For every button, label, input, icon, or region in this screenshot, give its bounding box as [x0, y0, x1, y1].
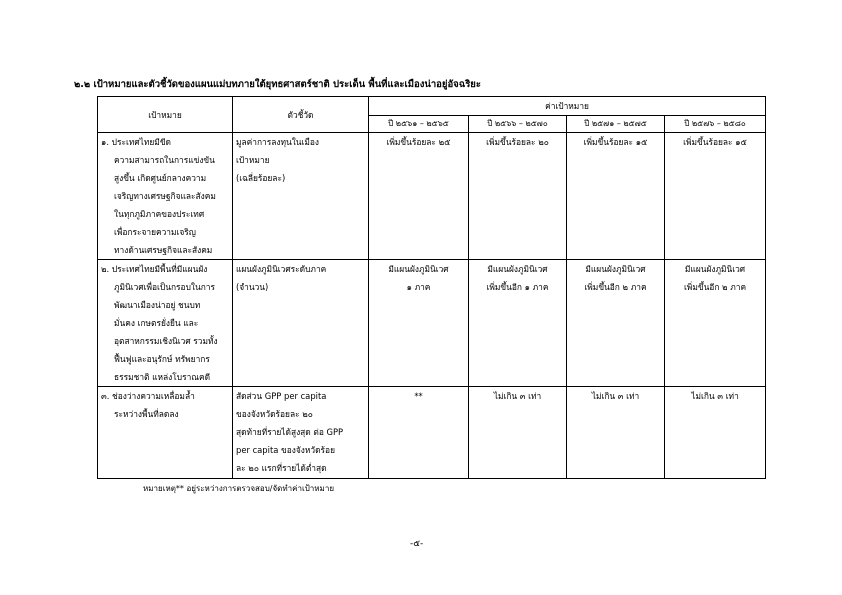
- target-cell: [469, 387, 567, 479]
- goal-cell-line: ธรรมชาติ แหล่งโบราณคดี: [114, 372, 211, 382]
- header-year-4: ปี ๒๕๗๖ – ๒๕๘๐: [665, 116, 766, 133]
- target-cell-line: มีแผนผังภูมินิเวศ: [487, 264, 548, 274]
- indicator-cell-line: มูลค่าการลงทุนในเมือง: [236, 137, 320, 147]
- indicator-cell: [233, 387, 369, 479]
- indicator-cell: [233, 133, 369, 260]
- section-heading: ๒.๒ เป้าหมายและตัวชี้วัดของแผนแม่บทภายใต้ยุทธศาสตร์ชาติ ประเด็น พื้นที่และเมืองน่าอยู่อัจฉริยะ: [74, 79, 481, 90]
- target-cell-line: เพิ่มขึ้นอีก ๒ ภาค: [683, 282, 747, 292]
- target-cell-line: เพิ่มขึ้นร้อยละ ๒๕: [386, 137, 451, 147]
- target-cell: [369, 260, 469, 387]
- goal-cell-line: ระหว่างพื้นที่ลดลง: [114, 409, 179, 419]
- target-cell-line: เพิ่มขึ้นอีก ๒ ภาค: [584, 282, 647, 292]
- target-cell-line: เพิ่มขึ้นร้อยละ ๑๕: [683, 137, 747, 147]
- target-cell-line: มีแผนผังภูมินิเวศ: [388, 264, 449, 274]
- target-cell-line: เพิ่มขึ้นอีก ๑ ภาค: [486, 282, 549, 292]
- header-year-2: ปี ๒๕๖๖ – ๒๕๗๐: [469, 116, 567, 133]
- target-cell-line: เพิ่มขึ้นร้อยละ ๑๕: [583, 137, 648, 147]
- footnote: หมายเหตุ** อยู่ระหว่างการตรวจสอบ/จัดทำค่าเป้าหมาย: [143, 484, 335, 493]
- page-number: -๕-: [410, 539, 424, 549]
- target-cell-line: ๑ ภาค: [406, 282, 431, 292]
- target-cell: [469, 133, 567, 260]
- goal-cell-line: เพื่อกระจายความเจริญ: [114, 227, 196, 237]
- indicator-cell-line: แผนผังภูมินิเวศระดับภาค: [236, 264, 327, 274]
- target-cell: [665, 260, 766, 387]
- goal-cell-line: อุตสาหกรรมเชิงนิเวศ รวมทั้ง: [114, 336, 218, 346]
- target-cell: [665, 387, 766, 479]
- goal-cell: [98, 260, 233, 387]
- target-cell: [369, 387, 469, 479]
- indicator-cell-line: สัดส่วน GPP per capita: [236, 391, 327, 401]
- goal-cell-line: ๑. ประเทศไทยมีขีด: [101, 137, 171, 147]
- target-cell-line: เพิ่มขึ้นร้อยละ ๒๐: [486, 137, 549, 147]
- goal-cell-line: เจริญทางเศรษฐกิจและสังคม: [114, 191, 216, 201]
- goal-cell-line: ๒. ประเทศไทยมีพื้นที่มีแผนผัง: [101, 264, 208, 274]
- goal-cell-line: สูงขึ้น เกิดศูนย์กลางความ: [114, 173, 207, 183]
- header-year-1: ปี ๒๕๖๑ – ๒๕๖๕: [369, 116, 469, 133]
- target-cell: [567, 260, 665, 387]
- indicator-cell-line: (จำนวน): [236, 282, 269, 292]
- goal-cell: [98, 133, 233, 260]
- target-cell: [369, 133, 469, 260]
- goal-cell-line: มั่นคง เกษตรยั่งยืน และ: [114, 318, 199, 328]
- goal-cell-line: ๓. ช่องว่างความเหลื่อมล้ำ: [101, 391, 195, 401]
- goal-cell-line: ทางด้านเศรษฐกิจและสังคม: [114, 245, 213, 255]
- target-cell-line: ไม่เกิน ๓ เท่า: [591, 391, 640, 401]
- target-cell: [469, 260, 567, 387]
- indicator-cell-line: เป้าหมาย: [236, 155, 270, 165]
- goal-cell-line: ภูมินิเวศเพื่อเป็นกรอบในการ: [114, 282, 215, 292]
- target-cell: [665, 133, 766, 260]
- indicator-cell-line: ของจังหวัดร้อยละ ๒๐: [236, 409, 313, 419]
- target-cell-line: ไม่เกิน ๓ เท่า: [691, 391, 739, 401]
- target-cell-line: มีแผนผังภูมินิเวศ: [585, 264, 646, 274]
- indicator-cell-line: (เฉลี่ยร้อยละ): [236, 173, 286, 183]
- table-row: [98, 133, 766, 260]
- target-cell: [567, 387, 665, 479]
- indicator-cell-line: per capita ของจังหวัดร้อย: [236, 445, 335, 455]
- table-row: [98, 387, 766, 479]
- goal-cell-line: ความสามารถในการแข่งขัน: [114, 155, 215, 165]
- header-year-3: ปี ๒๕๗๑ – ๒๕๗๕: [567, 116, 665, 133]
- indicator-cell-line: ละ ๒๐ แรกที่รายได้ต่ำสุด: [236, 463, 327, 473]
- indicator-cell: [233, 260, 369, 387]
- target-cell: [567, 133, 665, 260]
- goals-indicators-table: [97, 96, 766, 479]
- header-target: ค่าเป้าหมาย: [369, 97, 766, 116]
- target-cell-line: มีแผนผังภูมินิเวศ: [684, 264, 746, 274]
- target-cell-line: **: [414, 391, 423, 401]
- goal-cell-line: พัฒนาเมืองน่าอยู่ ชนบท: [114, 300, 201, 310]
- indicator-cell-line: สุดท้ายที่รายได้สูงสุด ต่อ GPP: [236, 427, 344, 437]
- table-row: [98, 260, 766, 387]
- goal-cell: [98, 387, 233, 479]
- header-indicator: ตัวชี้วัด: [233, 97, 369, 133]
- target-cell-line: ไม่เกิน ๓ เท่า: [493, 391, 542, 401]
- header-goal: เป้าหมาย: [98, 97, 233, 133]
- goal-cell-line: ฟื้นฟูและอนุรักษ์ ทรัพยากร: [114, 354, 210, 364]
- goal-cell-line: ในทุกภูมิภาคของประเทศ: [114, 209, 205, 219]
